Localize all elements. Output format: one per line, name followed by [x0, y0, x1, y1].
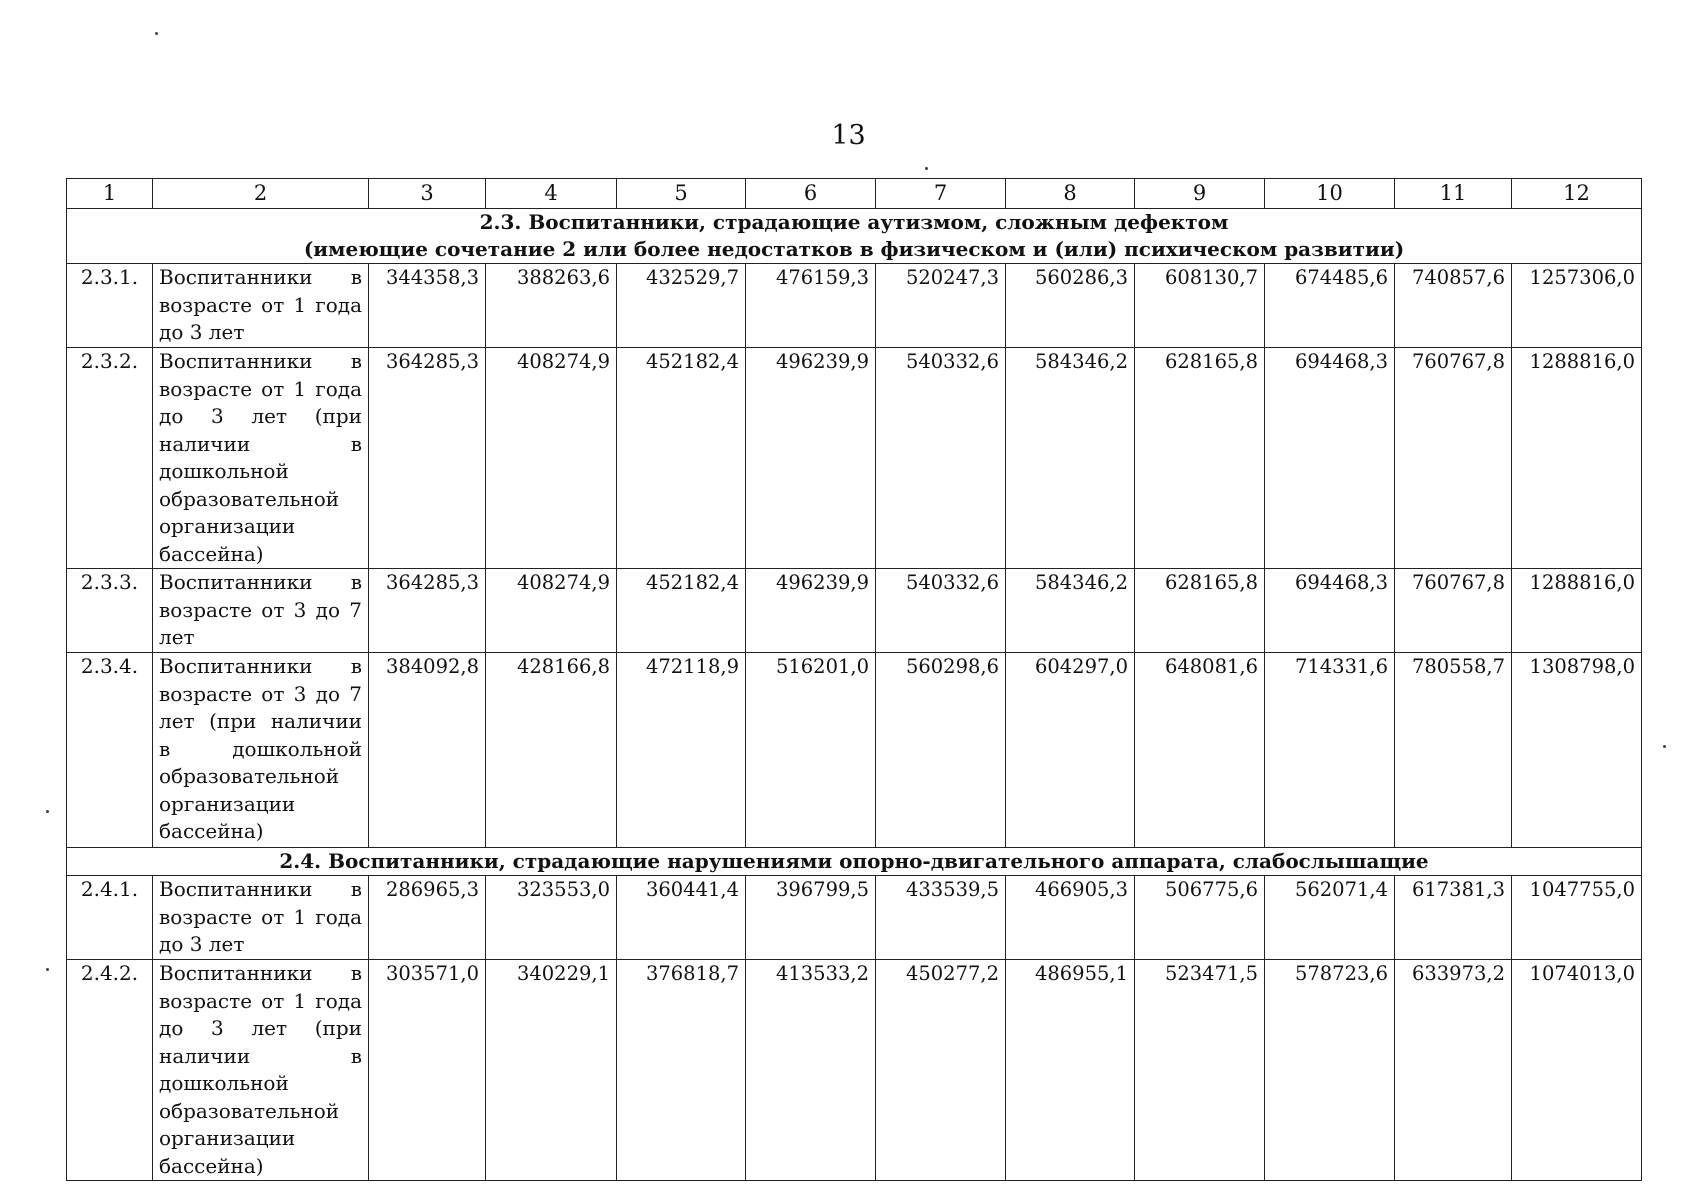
row-description: Воспитанники в возрасте от 1 года до 3 лет (при наличии в дошкольной образовательной организации бассейна)	[153, 348, 369, 569]
value-cell: 476159,3	[746, 264, 876, 348]
value-cell: 1288816,0	[1512, 348, 1642, 569]
row-code: 2.3.2.	[67, 348, 153, 569]
value-cell: 584346,2	[1006, 348, 1135, 569]
row-description: Воспитанники в возрасте от 3 до 7 лет	[153, 569, 369, 653]
table-row	[67, 876, 1642, 960]
value-cell: 340229,1	[486, 960, 617, 1181]
column-number-row	[67, 179, 1642, 209]
value-cell: 780558,7	[1395, 653, 1512, 848]
row-code: 2.4.1.	[67, 876, 153, 960]
value-cell: 506775,6	[1135, 876, 1265, 960]
value-cell: 516201,0	[746, 653, 876, 848]
table-row	[67, 264, 1642, 348]
section-title-line: (имеющие сочетание 2 или более недостатков в физическом и (или) психическом развитии)	[303, 237, 1405, 261]
value-cell: 628165,8	[1135, 569, 1265, 653]
value-cell: 760767,8	[1395, 569, 1512, 653]
value-cell: 376818,7	[617, 960, 746, 1181]
column-number: 2	[153, 179, 369, 209]
row-description: Воспитанники в возрасте от 3 до 7 лет (при наличии в дошкольной образовательной организации бассейна)	[153, 653, 369, 848]
value-cell: 520247,3	[876, 264, 1006, 348]
value-cell: 714331,6	[1265, 653, 1395, 848]
value-cell: 1308798,0	[1512, 653, 1642, 848]
value-cell: 433539,5	[876, 876, 1006, 960]
value-cell: 323553,0	[486, 876, 617, 960]
value-cell: 633973,2	[1395, 960, 1512, 1181]
row-code: 2.4.2.	[67, 960, 153, 1181]
value-cell: 694468,3	[1265, 569, 1395, 653]
row-code: 2.3.4.	[67, 653, 153, 848]
value-cell: 560286,3	[1006, 264, 1135, 348]
section-header-row	[67, 209, 1642, 264]
value-cell: 617381,3	[1395, 876, 1512, 960]
column-number: 3	[369, 179, 486, 209]
column-number: 4	[486, 179, 617, 209]
column-number: 8	[1006, 179, 1135, 209]
value-cell: 364285,3	[369, 569, 486, 653]
value-cell: 608130,7	[1135, 264, 1265, 348]
scan-speck	[155, 32, 158, 35]
value-cell: 388263,6	[486, 264, 617, 348]
section-header-row	[67, 848, 1642, 876]
value-cell: 523471,5	[1135, 960, 1265, 1181]
scan-speck	[46, 968, 49, 971]
value-cell: 466905,3	[1006, 876, 1135, 960]
value-cell: 1257306,0	[1512, 264, 1642, 348]
column-number: 11	[1395, 179, 1512, 209]
page-number: 13	[831, 120, 866, 151]
value-cell: 584346,2	[1006, 569, 1135, 653]
value-cell: 452182,4	[617, 348, 746, 569]
table-row	[67, 569, 1642, 653]
value-cell: 360441,4	[617, 876, 746, 960]
value-cell: 472118,9	[617, 653, 746, 848]
column-number: 10	[1265, 179, 1395, 209]
value-cell: 1288816,0	[1512, 569, 1642, 653]
section-2-4-title: 2.4. Воспитанники, страдающие нарушениями опорно-двигательного аппарата, слабослышащие	[67, 848, 1642, 876]
value-cell: 450277,2	[876, 960, 1006, 1181]
section-2-3-title	[67, 209, 1642, 264]
value-cell: 286965,3	[369, 876, 486, 960]
table-row	[67, 348, 1642, 569]
value-cell: 540332,6	[876, 569, 1006, 653]
column-number: 12	[1512, 179, 1642, 209]
value-cell: 396799,5	[746, 876, 876, 960]
value-cell: 540332,6	[876, 348, 1006, 569]
row-code: 2.3.3.	[67, 569, 153, 653]
value-cell: 740857,6	[1395, 264, 1512, 348]
scan-speck	[1663, 745, 1666, 748]
value-cell: 628165,8	[1135, 348, 1265, 569]
row-description: Воспитанники в возрасте от 1 года до 3 лет	[153, 264, 369, 348]
value-cell: 760767,8	[1395, 348, 1512, 569]
value-cell: 560298,6	[876, 653, 1006, 848]
value-cell: 496239,9	[746, 348, 876, 569]
value-cell: 344358,3	[369, 264, 486, 348]
scan-speck	[46, 810, 49, 813]
value-cell: 364285,3	[369, 348, 486, 569]
value-cell: 562071,4	[1265, 876, 1395, 960]
tariff-table	[66, 178, 1642, 1181]
value-cell: 486955,1	[1006, 960, 1135, 1181]
row-description: Воспитанники в возрасте от 1 года до 3 лет (при наличии в дошкольной образовательной организации бассейна)	[153, 960, 369, 1181]
value-cell: 432529,7	[617, 264, 746, 348]
column-number: 1	[67, 179, 153, 209]
value-cell: 578723,6	[1265, 960, 1395, 1181]
value-cell: 496239,9	[746, 569, 876, 653]
column-number: 5	[617, 179, 746, 209]
value-cell: 674485,6	[1265, 264, 1395, 348]
column-number: 9	[1135, 179, 1265, 209]
value-cell: 1074013,0	[1512, 960, 1642, 1181]
section-title-line: 2.3. Воспитанники, страдающие аутизмом, сложным дефектом	[479, 210, 1229, 234]
value-cell: 1047755,0	[1512, 876, 1642, 960]
value-cell: 413533,2	[746, 960, 876, 1181]
value-cell: 604297,0	[1006, 653, 1135, 848]
row-code: 2.3.1.	[67, 264, 153, 348]
column-number: 7	[876, 179, 1006, 209]
value-cell: 408274,9	[486, 569, 617, 653]
table-row	[67, 653, 1642, 848]
value-cell: 303571,0	[369, 960, 486, 1181]
value-cell: 452182,4	[617, 569, 746, 653]
table-row	[67, 960, 1642, 1181]
row-description: Воспитанники в возрасте от 1 года до 3 лет	[153, 876, 369, 960]
scan-speck	[925, 167, 928, 170]
value-cell: 428166,8	[486, 653, 617, 848]
value-cell: 408274,9	[486, 348, 617, 569]
value-cell: 384092,8	[369, 653, 486, 848]
column-number: 6	[746, 179, 876, 209]
value-cell: 694468,3	[1265, 348, 1395, 569]
value-cell: 648081,6	[1135, 653, 1265, 848]
